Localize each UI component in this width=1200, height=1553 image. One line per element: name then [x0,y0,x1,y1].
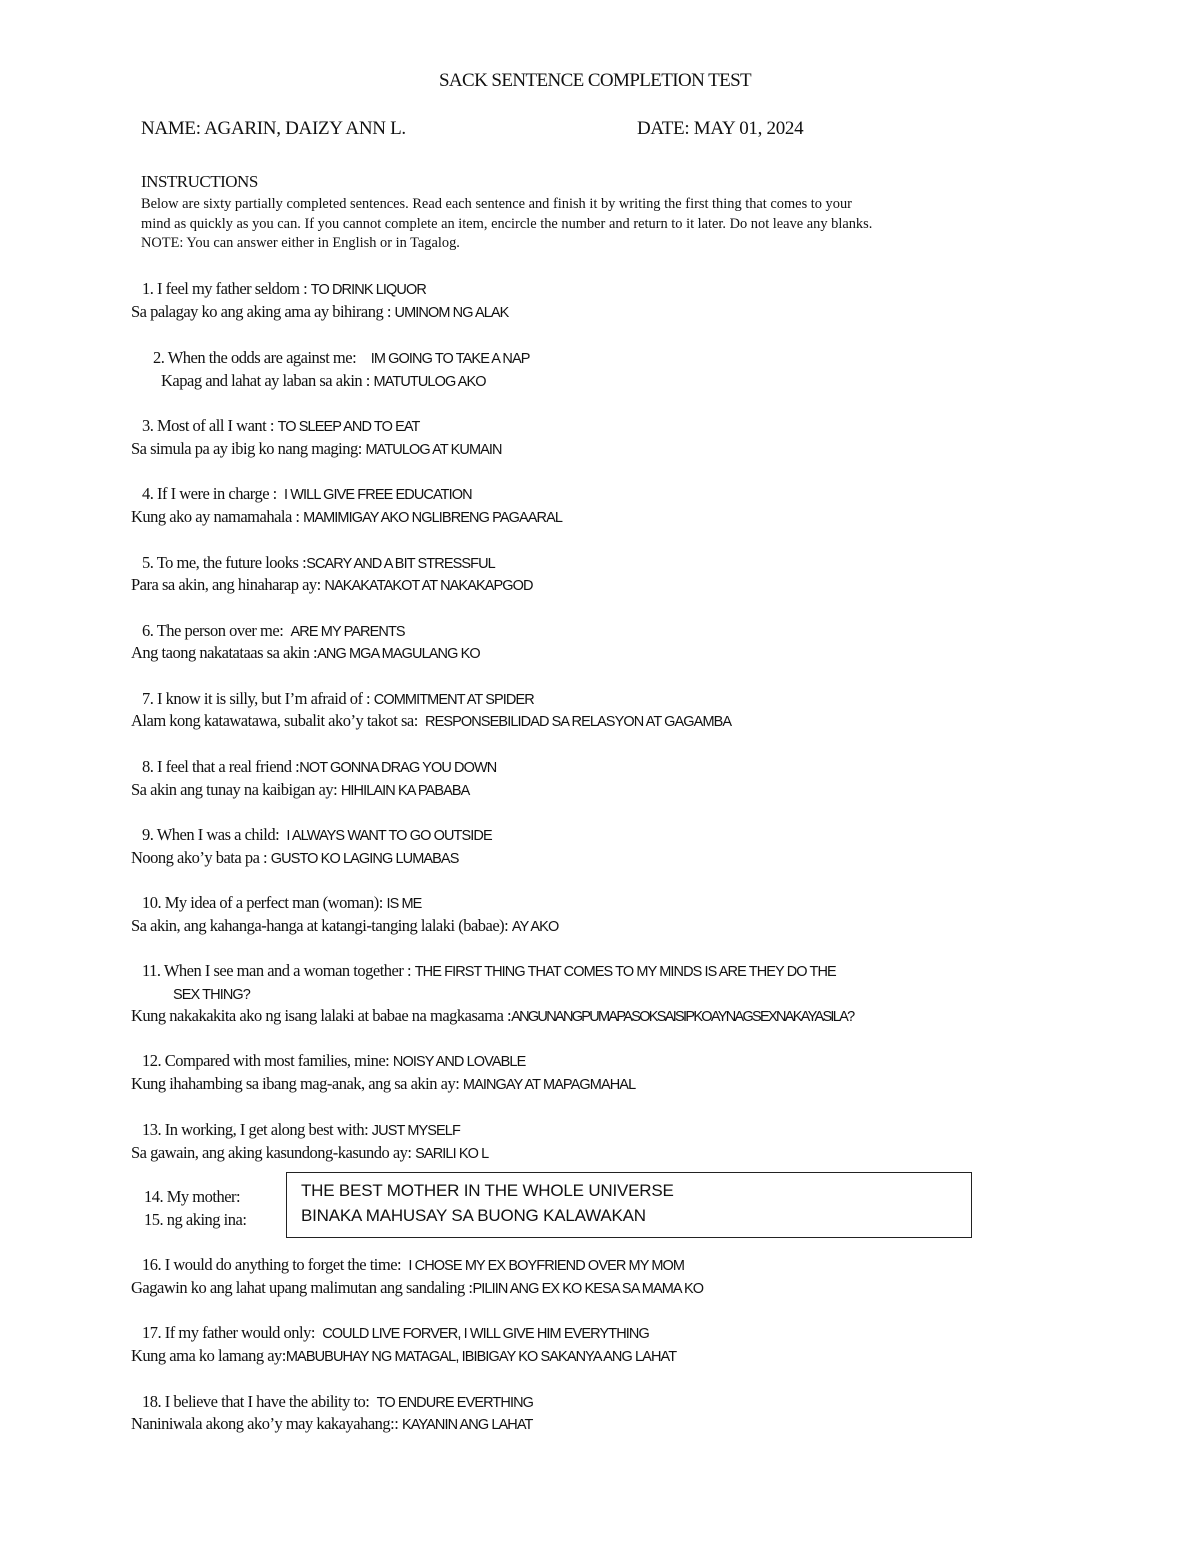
item-16-english-answer: I CHOSE MY EX BOYFRIEND OVER MY MOM [408,1258,685,1274]
item-14-label: 14. My mother: [144,1187,241,1206]
item-12-english: 12. Compared with most families, mine: NOISY AND LOVABLE [142,1051,526,1070]
item-2-english-answer: IM GOING TO TAKE A NAP [370,351,530,367]
item-16-tagalog-answer: PILIIN ANG EX KO KESA SA MAMA KO [472,1281,704,1297]
item-8-english-answer: NOT GONNA DRAG YOU DOWN [299,760,497,776]
item-18-english-answer: TO ENDURE EVERTHING [376,1395,534,1411]
item-13-english: 13. In working, I get along best with: JUST MYSELF [142,1120,460,1139]
item-6-tagalog: Ang taong nakatataas sa akin :ANG MGA MAGULANG KO [131,643,480,662]
item-7-tagalog-answer: RESPONSEBILIDAD SA RELASYON AT GAGAMBA [425,714,732,730]
item-8-tagalog-answer: HIHILAIN KA PABABA [340,783,470,799]
item-7-english-answer: COMMITMENT AT SPIDER [373,692,534,708]
item-5-english: 5. To me, the future looks :SCARY AND A BIT STRESSFUL [142,553,495,572]
item-7-tagalog: Alam kong katawatawa, subalit ako’y takot sa: RESPONSEBILIDAD SA RELASYON AT GAGAMBA [131,711,732,730]
item-11-tagalog-answer: ANGUNANGPUMAPASOKSAISIPKOAYNAGSEXNAKAYASILA? [511,1009,854,1025]
item-5-tagalog-answer: NAKAKATAKOT AT NAKAKAPGOD [324,578,533,594]
instructions-line: NOTE: You can answer either in English or in Tagalog. [141,235,460,251]
date-field: DATE: MAY 01, 2024 [637,118,804,139]
item-1-english-answer: TO DRINK LIQUOR [310,282,426,298]
item-17-tagalog-answer: MABUBUHAY NG MATAGAL, IBIBIGAY KO SAKANYA ANG LAHAT [285,1349,677,1365]
item-7-english: 7. I know it is silly, but I’m afraid of : COMMITMENT AT SPIDER [142,689,534,708]
item-10-english-answer: IS ME [386,896,422,912]
instructions-heading: INSTRUCTIONS [141,172,258,191]
item-11-english: 11. When I see man and a woman together : THE FIRST THING THAT COMES TO MY MINDS IS ARE THEY DO THE [142,961,836,980]
item-2-english: 2. When the odds are against me: IM GOING TO TAKE A NAP [153,348,530,367]
item-16-tagalog: Gagawin ko ang lahat upang malimutan ang sandaling :PILIIN ANG EX KO KESA SA MAMA KO [131,1278,704,1297]
item-8-english: 8. I feel that a real friend :NOT GONNA DRAG YOU DOWN [142,757,497,776]
item-15-label: 15. ng aking ina: [144,1210,247,1229]
item-16-english: 16. I would do anything to forget the time: I CHOSE MY EX BOYFRIEND OVER MY MOM [142,1255,685,1274]
item-14-answer: THE BEST MOTHER IN THE WHOLE UNIVERSE [301,1181,674,1200]
item-9-tagalog-answer: GUSTO KO LAGING LUMABAS [270,851,459,867]
item-18-tagalog: Naniniwala akong ako’y may kakayahang:: KAYANIN ANG LAHAT [131,1414,533,1433]
item-4-english: 4. If I were in charge : I WILL GIVE FREE EDUCATION [142,484,472,503]
item-18-english: 18. I believe that I have the ability to: TO ENDURE EVERTHING [142,1392,534,1411]
item-10-tagalog: Sa akin, ang kahanga-hanga at katangi-tanging lalaki (babae): AY AKO [131,916,559,935]
item-6-english: 6. The person over me: ARE MY PARENTS [142,621,405,640]
item-17-tagalog: Kung ama ko lamang ay:MABUBUHAY NG MATAGAL, IBIBIGAY KO SAKANYA ANG LAHAT [131,1346,677,1365]
answer-box [286,1172,972,1238]
instructions-line: mind as quickly as you can. If you cannot complete an item, encircle the number and return to it later. Do not leave any blanks. [141,215,873,232]
item-4-tagalog-answer: MAMIMIGAY AKO NGLIBRENG PAGAARAL [303,510,563,526]
item-11-english-answer-continued: SEX THING? [173,987,250,1003]
item-13-tagalog: Sa gawain, ang aking kasundong-kasundo ay: SARILI KO L [131,1143,489,1162]
item-11-tagalog: Kung nakakakita ako ng isang lalaki at babae na magkasama :ANGUNANGPUMAPASOKSAISIPKOAYNAGSEXNAKAYASILA? [131,1006,854,1025]
item-5-tagalog: Para sa akin, ang hinaharap ay: NAKAKATAKOT AT NAKAKAPGOD [131,575,533,594]
item-8-tagalog: Sa akin ang tunay na kaibigan ay: HIHILAIN KA PABABA [131,780,470,799]
item-10-tagalog-answer: AY AKO [511,919,559,935]
item-13-tagalog-answer: SARILI KO L [415,1146,489,1162]
item-1-tagalog-answer: UMINOM NG ALAK [394,305,509,321]
page-title: SACK SENTENCE COMPLETION TEST [438,70,752,91]
item-12-tagalog: Kung ihahambing sa ibang mag-anak, ang sa akin ay: MAINGAY AT MAPAGMAHAL [131,1074,636,1093]
item-5-english-answer: SCARY AND A BIT STRESSFUL [306,556,495,572]
item-9-english: 9. When I was a child: I ALWAYS WANT TO GO OUTSIDE [142,825,492,844]
instructions-line: Below are sixty partially completed sentences. Read each sentence and finish it by writing the first thing that comes to your [141,196,852,212]
item-15-answer: BINAKA MAHUSAY SA BUONG KALAWAKAN [301,1206,646,1225]
item-6-english-answer: ARE MY PARENTS [290,624,405,640]
item-4-tagalog: Kung ako ay namamahala : MAMIMIGAY AKO NGLIBRENG PAGAARAL [131,507,563,526]
item-12-tagalog-answer: MAINGAY AT MAPAGMAHAL [462,1077,636,1093]
item-3-tagalog: Sa simula pa ay ibig ko nang maging: MATULOG AT KUMAIN [131,439,502,458]
item-12-english-answer: NOISY AND LOVABLE [392,1054,526,1070]
item-17-english: 17. If my father would only: COULD LIVE FORVER, I WILL GIVE HIM EVERYTHING [142,1323,649,1342]
item-3-english: 3. Most of all I want : TO SLEEP AND TO EAT [142,416,420,435]
item-10-english: 10. My idea of a perfect man (woman): IS ME [142,893,422,912]
item-9-tagalog: Noong ako’y bata pa : GUSTO KO LAGING LUMABAS [131,848,459,867]
item-11-english-answer: THE FIRST THING THAT COMES TO MY MINDS IS ARE THEY DO THE [414,964,836,980]
item-9-english-answer: I ALWAYS WANT TO GO OUTSIDE [286,828,492,844]
item-1-english: 1. I feel my father seldom : TO DRINK LIQUOR [142,279,426,298]
item-6-tagalog-answer: ANG MGA MAGULANG KO [317,646,480,662]
item-11-english-continued [173,984,250,1004]
item-4-english-answer: I WILL GIVE FREE EDUCATION [284,487,472,503]
item-18-tagalog-answer: KAYANIN ANG LAHAT [401,1417,533,1433]
item-3-tagalog-answer: MATULOG AT KUMAIN [365,442,502,458]
item-1-tagalog: Sa palagay ko ang aking ama ay bihirang : UMINOM NG ALAK [131,302,509,321]
instructions-text [141,195,1056,254]
item-17-english-answer: COULD LIVE FORVER, I WILL GIVE HIM EVERYTHING [322,1326,649,1342]
item-3-english-answer: TO SLEEP AND TO EAT [277,419,420,435]
item-2-tagalog-answer: MATUTULOG AKO [373,374,486,390]
item-2-tagalog: Kapag and lahat ay laban sa akin : MATUTULOG AKO [161,371,486,390]
item-13-english-answer: JUST MYSELF [371,1123,460,1139]
name-field: NAME: AGARIN, DAIZY ANN L. [141,118,406,139]
